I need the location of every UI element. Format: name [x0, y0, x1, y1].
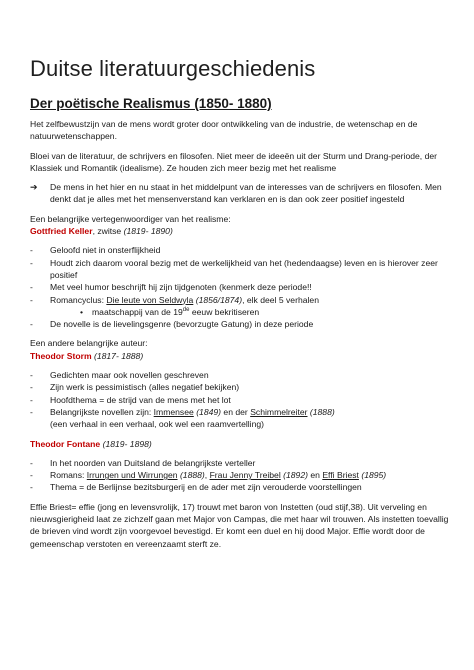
list-item-text: Romancyclus: Die leute von Seldwyla (1856/1874), elk deel 5 verhalen	[50, 294, 319, 305]
bloei-paragraph: Bloei van de literatuur, de schrijvers en filosofen. Niet meer de ideeën uit der Sturm und Drang-periode, der Klassiek und Romantik (idealisme). Ze houden zich meer bezig met het realisme	[30, 150, 437, 173]
document-body	[30, 118, 450, 550]
list-item: - Houdt zich daarom vooral bezig met de werkelijkheid van het (hedendaagse) leven en is hierover zeer positief	[30, 257, 450, 282]
list-item: - Met veel humor beschrijft hij zijn tijdgenoten (kenmerk deze periode!!	[30, 282, 312, 293]
list-item: - Romans: Irrungen und Wirrungen (1888), Frau Jenny Treibel (1892) en Effi Briest (1895)	[30, 470, 387, 481]
list-item: - Geloofd niet in onsterflijkheid	[30, 245, 161, 256]
list-item-text: Belangrijkste novellen zijn: Immensee (1849) en der Schimmelreiter (1888)	[50, 406, 335, 417]
keller-years: (1819- 1890)	[123, 226, 173, 237]
keller-lead: Een belangrijke vertegenwoordiger van het realisme:	[30, 213, 231, 224]
storm-heading	[30, 350, 450, 362]
list-item: - Hoofdthema = de strijd van de mens met het lot	[30, 394, 231, 405]
list-item: - Romancyclus: Die leute von Seldwyla (1856/1874), elk deel 5 verhalen	[30, 294, 319, 305]
list-item-text: Geloofd niet in onsterflijkheid	[50, 245, 161, 256]
list-item-text: Gedichten maar ook novellen geschreven	[50, 370, 209, 381]
list-item: - Zijn werk is pessimistisch (alles negatief bekijken)	[30, 382, 240, 393]
document-title: Duitse literatuurgeschiedenis	[30, 56, 316, 81]
list-item: - De novelle is de lievelingsgenre (bevorzugte Gatung) in deze periode	[30, 319, 314, 330]
author-name-storm: Theodor Storm	[30, 350, 92, 361]
keller-heading	[30, 225, 450, 237]
list-item: - Gedichten maar ook novellen geschreven	[30, 370, 209, 381]
storm-years: (1817- 1888)	[93, 350, 144, 361]
arrow-bullet-item	[30, 181, 450, 206]
intro-paragraph: Het zelfbewustzijn van de mens wordt groter door ontwikkeling van de industrie, de wetenschap en de natuurwetenschappen.	[30, 119, 418, 142]
author-name-keller: Gottfried Keller	[30, 226, 93, 237]
list-item-text: Romans: Irrungen und Wirrungen (1888), Frau Jenny Treibel (1892) en Effi Briest (1895)	[50, 470, 387, 481]
list-item: - Belangrijkste novellen zijn: Immensee (1849) en der Schimmelreiter (1888)	[30, 406, 335, 417]
fontane-heading	[30, 438, 450, 450]
storm-lead: Een andere belangrijke auteur:	[30, 338, 148, 349]
author-name-fontane: Theodor Fontane	[30, 438, 101, 449]
sub-list-item: • maatschappij van de 19de eeuw bekritiseren	[80, 306, 260, 317]
arrow-bullet-icon: ➔	[30, 182, 38, 193]
list-item-text: De novelle is de lievelingsgenre (bevorzugte Gatung) in deze periode	[50, 319, 314, 330]
fontane-years: (1819- 1898)	[102, 438, 152, 449]
section-heading: Der poëtische Realismus (1850- 1880)	[30, 96, 272, 111]
list-item: - In het noorden van Duitsland de belangrijkste verteller	[30, 457, 256, 468]
list-item-text: Hoofdthema = de strijd van de mens met het lot	[50, 394, 231, 405]
arrow-bullet-text: De mens in het hier en nu staat in het middelpunt van de interesses van de schrijvers en filosofen. Men denkt dat je alles met het mensenverstand kan verklaren en is dan ook zeer positief ingesteld	[50, 182, 442, 205]
list-item-text: Met veel humor beschrijft hij zijn tijdgenoten (kenmerk deze periode!!	[50, 282, 312, 293]
list-item: - Thema = de Berlijnse bezitsburgerij en de ader met zijn verouderde voorstellingen	[30, 482, 362, 493]
list-item-text: Houdt zich daarom vooral bezig met de werkelijkheid van het (hedendaagse) leven en is hierover zeer positief	[50, 257, 438, 280]
keller-nationality: , zwitse	[92, 226, 122, 237]
storm-novel-note: (een verhaal in een verhaal, ook wel een raamvertelling)	[50, 419, 265, 430]
list-item-text: In het noorden van Duitsland de belangrijkste verteller	[50, 457, 256, 468]
cycle-title-link: Die leute von Seldwyla	[106, 294, 194, 305]
list-item-text: Zijn werk is pessimistisch (alles negatief bekijken)	[50, 382, 240, 393]
sub-list-text: maatschappij van de 19de eeuw bekritiseren	[92, 306, 260, 317]
list-item-text: Thema = de Berlijnse bezitsburgerij en de ader met zijn verouderde voorstellingen	[50, 482, 362, 493]
effi-paragraph: Effie Briest= effie (jong en levensvrolijk, 17) trouwt met baron von Instetten (oud stijf,38). Uit verveling en nieuwsgierigheid laat ze zichzelf gaan met Major von Campas, die met haar wil trouwen. Als instetten toevallig de brieven vind wordt zijn voorgevoel bevestigd. Er komt een duel en hij dood Major. Effie wordt door de gemeenschap verstoten en vereenzaamt sterft ze.	[30, 501, 449, 549]
